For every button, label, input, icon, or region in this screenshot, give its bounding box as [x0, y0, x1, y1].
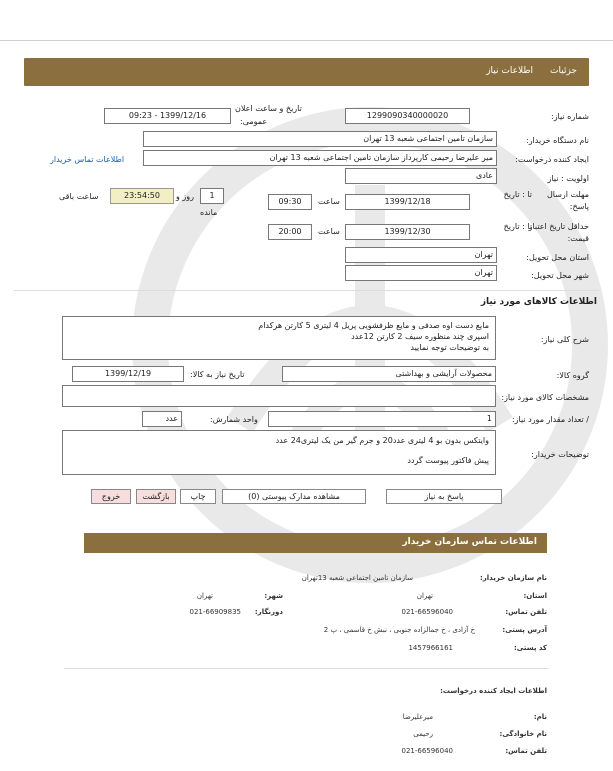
announce-label-2: عمومی: — [240, 117, 268, 126]
city-field: تهران — [345, 265, 497, 281]
contact-city-label: شهر: — [264, 592, 283, 600]
reply-button[interactable]: پاسخ به نیاز — [386, 489, 502, 504]
remaining-label-2: مانده — [200, 208, 218, 217]
contact-phone: 021-66596040 — [401, 608, 453, 616]
days-label: روز و — [176, 192, 194, 201]
contact-postal: 1457966161 — [408, 644, 453, 652]
contact-section-title: اطلاعات تماس سازمان خریدار — [402, 537, 537, 547]
buyer-contact-link[interactable]: اطلاعات تماس خریدار — [50, 155, 125, 164]
contact-postal-label: کد پستی: — [513, 644, 547, 652]
quantity-label: / تعداد مقدار مورد نیاز: — [511, 415, 589, 424]
price-validity-label-2: قیمت: — [567, 234, 589, 243]
priority-field: عادی — [345, 168, 497, 184]
buyer-notes-field — [62, 430, 496, 475]
price-time-label: ساعت — [318, 227, 340, 236]
province-label: استان محل تحویل: — [526, 253, 589, 262]
summary-line: اسپری چند منظوره سیف 2 کارتن 12عدد — [351, 332, 489, 341]
header-bar — [24, 58, 589, 86]
back-button[interactable]: بازگشت — [136, 489, 176, 504]
creator-phone: 021-66596040 — [401, 747, 453, 755]
unit-label: واحد شمارش: — [210, 415, 258, 424]
summary-field — [62, 316, 496, 360]
days-remaining-field: 1 — [200, 188, 224, 204]
divider — [64, 668, 549, 669]
goods-section-title: اطلاعات کالاهای مورد نیاز — [480, 297, 597, 307]
creator-field: میر علیرضا رحیمی کارپرداز سازمان تامین اجتماعی شعبه 13 تهران — [143, 150, 497, 166]
summary-line: به توضیحات توجه نمایید — [410, 343, 489, 352]
price-validity-date-field: 1399/12/30 — [345, 224, 470, 240]
group-label: گروه کالا: — [556, 371, 589, 380]
contact-city: تهران — [196, 592, 213, 600]
send-deadline-label-2: پاسخ: — [569, 202, 589, 211]
tab-details[interactable]: جزئیات — [550, 66, 577, 76]
contact-province-label: استان: — [523, 592, 547, 600]
buyer-notes-line: پیش فاکتور پیوست گردد — [407, 456, 489, 465]
price-until-label: تا : تاریخ — [503, 222, 532, 231]
province-field: تهران — [345, 247, 497, 263]
countdown-timer: 23:54:50 — [110, 188, 174, 204]
tab-need-info[interactable]: اطلاعات نیاز — [486, 66, 533, 76]
announce-label-1: تاریخ و ساعت اعلان — [235, 104, 302, 113]
announce-datetime-field: 1399/12/16 - 09:23 — [104, 108, 231, 124]
contact-province: تهران — [416, 592, 433, 600]
price-validity-label-1: حداقل تاریخ اعتبار — [528, 222, 589, 231]
specs-label: مشخصات کالای مورد نیاز: — [501, 393, 589, 402]
buyer-notes-label: توضیحات خریدار: — [531, 450, 589, 459]
print-button[interactable]: چاپ — [180, 489, 216, 504]
unit-field: عدد — [142, 411, 182, 427]
contact-phone-label: تلفن تماس: — [505, 608, 547, 616]
creator-family: رحیمی — [413, 730, 433, 738]
specs-field — [62, 385, 496, 407]
contact-fax-label: دورنگار: — [254, 608, 283, 616]
city-label: شهر محل تحویل: — [531, 271, 589, 280]
send-time-label: ساعت — [318, 197, 340, 206]
summary-label: شرح کلی نیاز: — [540, 335, 589, 344]
creator-family-label: نام خانوادگی: — [499, 730, 547, 738]
price-validity-time-field: 20:00 — [268, 224, 312, 240]
attachments-button[interactable]: مشاهده مدارک پیوستی (0) — [222, 489, 366, 504]
contact-section-bar — [84, 533, 547, 553]
send-until-label: تا : تاریخ — [503, 190, 532, 199]
group-field: محصولات آرایشی و بهداشتی — [282, 366, 496, 382]
contact-address: خ آزادی ، خ جمالزاده جنوبی ، نبش خ قاسمی ، پ 2 — [323, 626, 475, 634]
send-deadline-time-field: 09:30 — [268, 194, 312, 210]
need-date-label: تاریخ نیاز به کالا: — [190, 370, 245, 379]
send-deadline-label-1: مهلت ارسال — [546, 190, 589, 199]
buyer-org-field: سازمان تامین اجتماعی شعبه 13 تهران — [143, 131, 497, 147]
top-divider — [0, 40, 613, 41]
creator-name: میرعلیرضا — [402, 713, 433, 721]
summary-line: مایع دست اوه صدفی و مایع ظرفشویی پریل 4 لیتری 5 کارتن هرکدام — [258, 321, 489, 330]
buyer-org-label: نام دستگاه خریدار: — [526, 136, 589, 145]
contact-org-label: نام سازمان خریدار: — [479, 574, 547, 582]
need-number-field: 1299090340000020 — [345, 108, 470, 124]
creator-label: ایجاد کننده درخواست: — [515, 155, 589, 164]
exit-button[interactable]: خروج — [91, 489, 131, 504]
priority-label: اولویت : نیاز — [547, 174, 589, 183]
creator-section-title: اطلاعات ایجاد کننده درخواست: — [440, 687, 547, 695]
contact-address-label: آدرس پستی: — [502, 626, 547, 634]
send-deadline-date-field: 1399/12/18 — [345, 194, 470, 210]
need-date-field: 1399/12/19 — [72, 366, 184, 382]
quantity-field: 1 — [268, 411, 496, 427]
contact-org: سازمان تامین اجتماعی شعبه 13تهران — [301, 574, 413, 582]
buyer-notes-line: وایتکس بدون بو 4 لیتری عدد20 و جرم گیر من یک لیتری24 عدد — [275, 436, 489, 445]
creator-name-label: نام: — [533, 713, 547, 721]
need-number-label: شماره نیاز: — [551, 112, 589, 121]
contact-fax: 021-66909835 — [189, 608, 241, 616]
divider — [14, 290, 599, 291]
creator-phone-label: تلفن تماس: — [505, 747, 547, 755]
remaining-label: ساعت باقی — [59, 192, 99, 201]
